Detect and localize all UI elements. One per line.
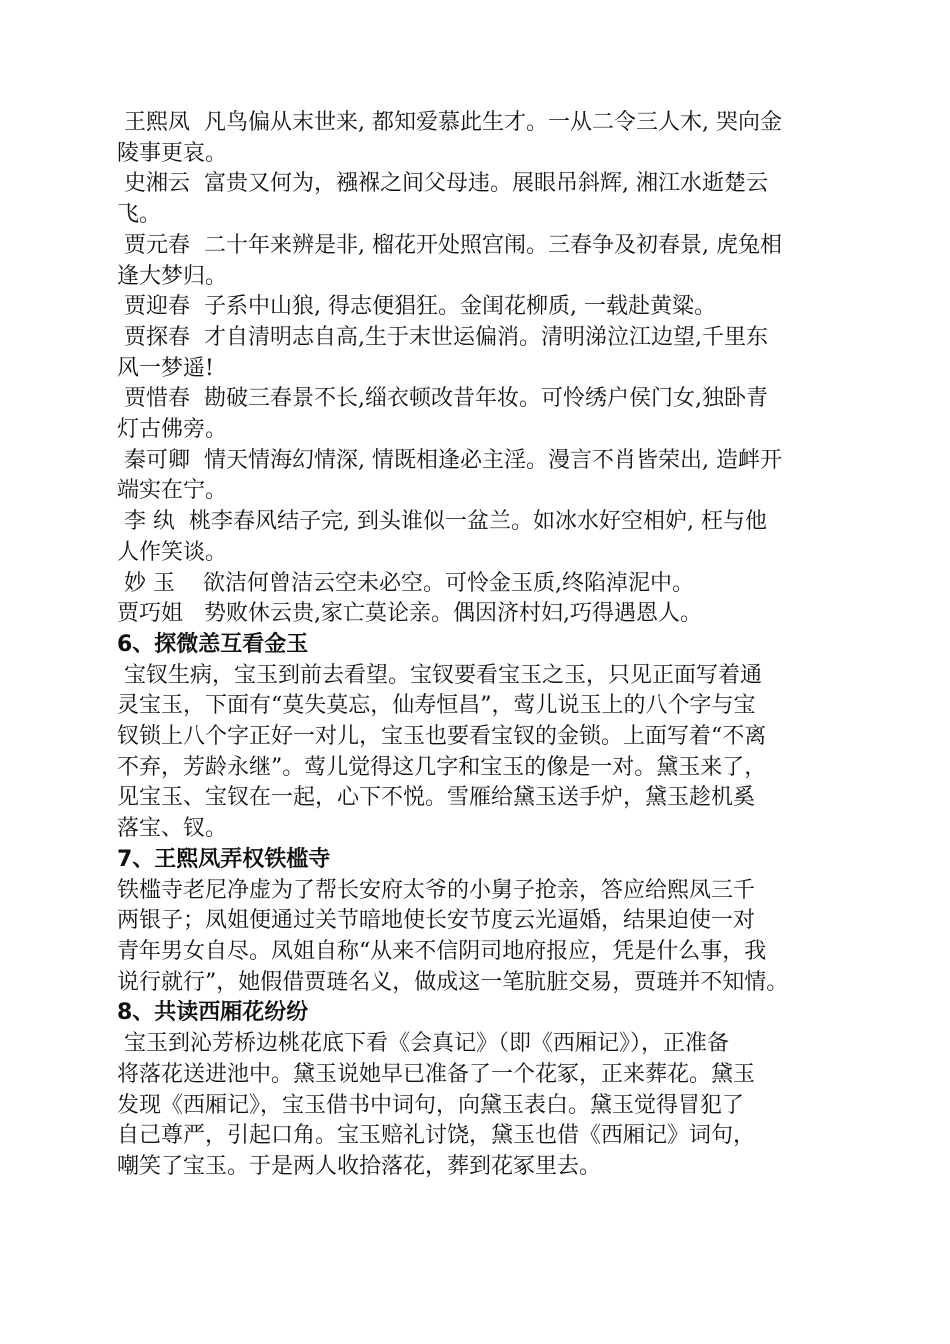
- character-poems: [117, 108, 862, 630]
- text-line: 秦可卿 情天情海幻情深, 情既相逢必主淫。漫言不肖皆荣出, 造衅开: [117, 447, 782, 473]
- poem-jia-qiaojie: [117, 599, 862, 630]
- section-heading: 6、探微恙互看金玉: [117, 631, 309, 657]
- text-line: 嘲笑了宝玉。于是两人收拾落花，葬到花冢里去。: [117, 1153, 602, 1179]
- poem-jia-yingchun: [117, 292, 862, 323]
- text-line: 说行就行”，她假借贾琏名义，做成这一笔肮脏交易，贾琏并不知情。: [117, 969, 789, 995]
- text-line: 灯古佛旁。: [117, 417, 228, 443]
- text-line: 见宝玉、宝钗在一起，心下不悦。雪雁给黛玉送手炉，黛玉趁机奚: [117, 785, 756, 811]
- text-line: 飞。: [117, 202, 162, 228]
- text-line: 灵宝玉，下面有“莫失莫忘，仙寿恒昌”，莺儿说玉上的八个字与宝: [117, 693, 756, 719]
- text-line: 将落花送进池中。黛玉说她早已准备了一个花冢，正来葬花。黛玉: [117, 1061, 756, 1087]
- poem-miao-yu: [117, 569, 862, 600]
- text-line: 铁槛寺老尼净虚为了帮长安府太爷的小舅子抢亲，答应给熙凤三千: [117, 877, 756, 903]
- section-8: [117, 998, 862, 1182]
- text-line: 落宝、钗。: [117, 816, 228, 842]
- text-line: 宝钗生病，宝玉到前去看望。宝钗要看宝玉之玉，只见正面写着通: [117, 662, 762, 688]
- text-line: 风一梦遥!: [117, 355, 214, 381]
- text-line: 人作笑谈。: [117, 539, 228, 565]
- text-line: 不弃，芳龄永继”。莺儿觉得这几字和宝玉的像是一对。黛玉来了，: [117, 754, 767, 780]
- text-line: 李 纨 桃李春风结子完, 到头谁似一盆兰。如冰水好空相妒, 枉与他: [117, 509, 767, 535]
- text-line: 贾元春 二十年来辨是非, 榴花开处照宫闱。三春争及初春景, 虎兔相: [117, 232, 782, 258]
- text-line: 两银子；凤姐便通过关节暗地使长安节度云光逼婚，结果迫使一对: [117, 908, 756, 934]
- poem-shi-xiangyun: [117, 169, 862, 230]
- text-line: 史湘云 富贵又何为，襁褓之间父母违。展眼吊斜辉, 湘江水逝楚云: [117, 171, 768, 197]
- section-6: [117, 630, 862, 845]
- poem-li-wan: [117, 507, 862, 568]
- text-line: 王熙凤 凡鸟偏从末世来, 都知爱慕此生才。一从二令三人木, 哭向金: [117, 110, 782, 135]
- document-page: [117, 108, 862, 1183]
- section-7: [117, 845, 862, 999]
- text-line: 贾巧姐 势败休云贵,家亡莫论亲。偶因济村妇,巧得遇恩人。: [117, 601, 702, 627]
- poem-jia-tanchun: [117, 323, 862, 384]
- text-line: 钗锁上八个字正好一对儿，宝玉也要看宝钗的金锁。上面写着“不离: [117, 724, 767, 750]
- text-line: 自己尊严，引起口角。宝玉赔礼讨饶，黛玉也借《西厢记》词句，: [117, 1123, 756, 1149]
- text-line: 妙 玉 欲洁何曾洁云空未必空。可怜金玉质,终陷淖泥中。: [117, 570, 694, 596]
- poem-jia-xichun: [117, 384, 862, 445]
- poem-jia-yuanchun: [117, 231, 862, 292]
- poem-wang-xifeng: [117, 108, 862, 169]
- section-heading: 8、共读西厢花纷纷: [117, 1000, 309, 1026]
- text-line: 贾惜春 勘破三春景不长,缁衣顿改昔年妆。可怜绣户侯门女,独卧青: [117, 386, 768, 412]
- text-line: 青年男女自尽。凤姐自称“从来不信阴司地府报应，凭是什么事，我: [117, 938, 767, 964]
- poem-qin-keqing: [117, 446, 862, 507]
- text-line: 发现《西厢记》，宝玉借书中词句，向黛玉表白。黛玉觉得冒犯了: [117, 1092, 745, 1118]
- text-line: 逢大梦归。: [117, 263, 228, 289]
- text-line: 端实在宁。: [117, 478, 228, 504]
- text-line: 贾迎春 子系中山狼, 得志便猖狂。金闺花柳质, 一载赴黄粱。: [117, 294, 716, 320]
- text-line: 贾探春 才自清明志自高,生于末世运偏消。清明涕泣江边望,千里东: [117, 324, 768, 350]
- section-heading: 7、王熙凤弄权铁槛寺: [117, 846, 331, 872]
- text-line: 宝玉到沁芳桥边桃花底下看《会真记》（即《西厢记》），正准备: [117, 1031, 729, 1057]
- text-line: 陵事更哀。: [117, 140, 228, 166]
